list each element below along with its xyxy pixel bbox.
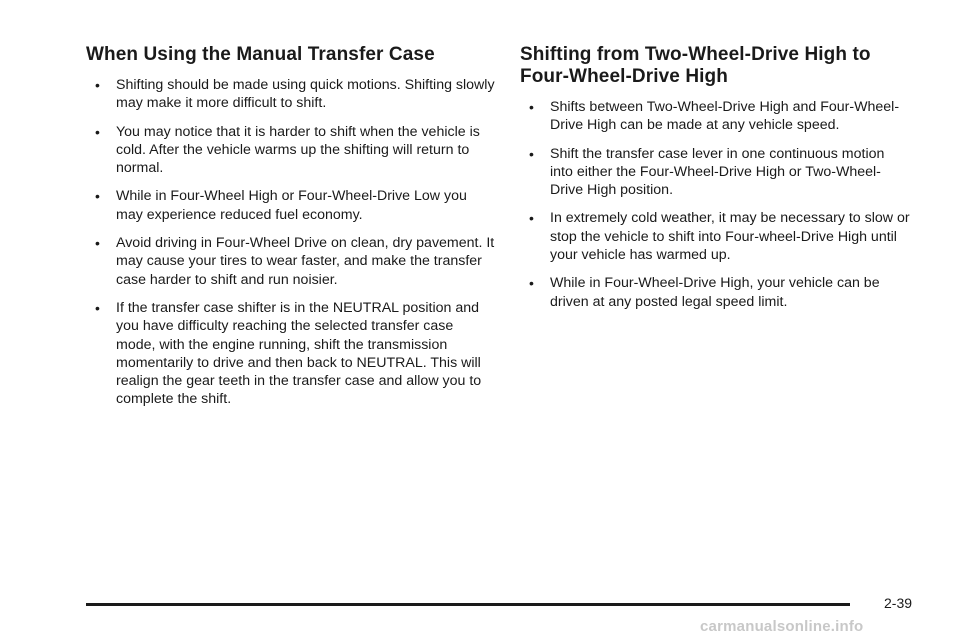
bullet-icon: • xyxy=(529,145,534,162)
list-item xyxy=(520,145,910,200)
bullet-icon: • xyxy=(95,299,100,316)
left-bullet-list xyxy=(86,76,496,409)
bullet-icon: • xyxy=(529,210,534,227)
list-item-text: While in Four-Wheel-Drive High, your vehicle can be driven at any posted legal speed limit. xyxy=(550,275,880,310)
bullet-icon: • xyxy=(529,99,534,115)
watermark: carmanualsonline.info xyxy=(700,618,864,635)
list-item xyxy=(520,98,910,135)
list-item-text: You may notice that it is harder to shift when the vehicle is cold. After the vehicle warms up the shifting will return to normal. xyxy=(116,123,480,177)
list-item-text: Shifting should be made using quick motions. Shifting slowly may make it more difficult to shift. xyxy=(116,77,495,112)
footer-divider xyxy=(86,603,850,606)
list-item-text: Shifts between Two-Wheel-Drive High and Four-Wheel-Drive High can be made at any vehicle speed. xyxy=(550,99,900,134)
list-item-text: While in Four-Wheel High or Four-Wheel-Drive Low you may experience reduced fuel economy. xyxy=(116,188,467,223)
bullet-icon: • xyxy=(95,123,100,140)
list-item-text: Avoid driving in Four-Wheel Drive on clean, dry pavement. It may cause your tires to wear faster, and make the transfer case harder to shift and run noisier. xyxy=(116,235,495,288)
section-heading-two-to-four-wheel-drive: Shifting from Two-Wheel-Drive High to Four-Wheel-Drive High xyxy=(520,44,871,87)
list-item xyxy=(86,234,496,289)
list-item xyxy=(520,274,910,311)
left-column xyxy=(86,44,496,419)
right-column xyxy=(520,44,910,321)
list-item-text: If the transfer case shifter is in the NEUTRAL position and you have difficulty reaching the selected transfer case mode, with the engine running, shift the transmission momentarily to drive and then back to NEUTRAL. This will realign the gear teeth in the transfer case and allow you to complete the shift. xyxy=(116,299,482,408)
bullet-icon: • xyxy=(529,275,534,292)
list-item xyxy=(86,76,496,113)
page-number: 2-39 xyxy=(884,595,913,611)
list-item xyxy=(86,123,496,178)
list-item xyxy=(86,187,496,224)
list-item-text: Shift the transfer case lever in one continuous motion into either the Four-Wheel-Drive High or Two-Wheel-Drive High position. xyxy=(550,145,885,199)
list-item xyxy=(520,209,910,264)
right-bullet-list xyxy=(520,98,910,311)
bullet-icon: • xyxy=(95,188,100,205)
list-item xyxy=(86,299,496,409)
section-heading-manual-transfer-case: When Using the Manual Transfer Case xyxy=(86,44,435,65)
bullet-icon: • xyxy=(95,235,100,252)
list-item-text: In extremely cold weather, it may be necessary to slow or stop the vehicle to shift into Four-wheel-Drive High until your vehicle has warmed up. xyxy=(550,210,910,264)
bullet-icon: • xyxy=(95,77,100,93)
